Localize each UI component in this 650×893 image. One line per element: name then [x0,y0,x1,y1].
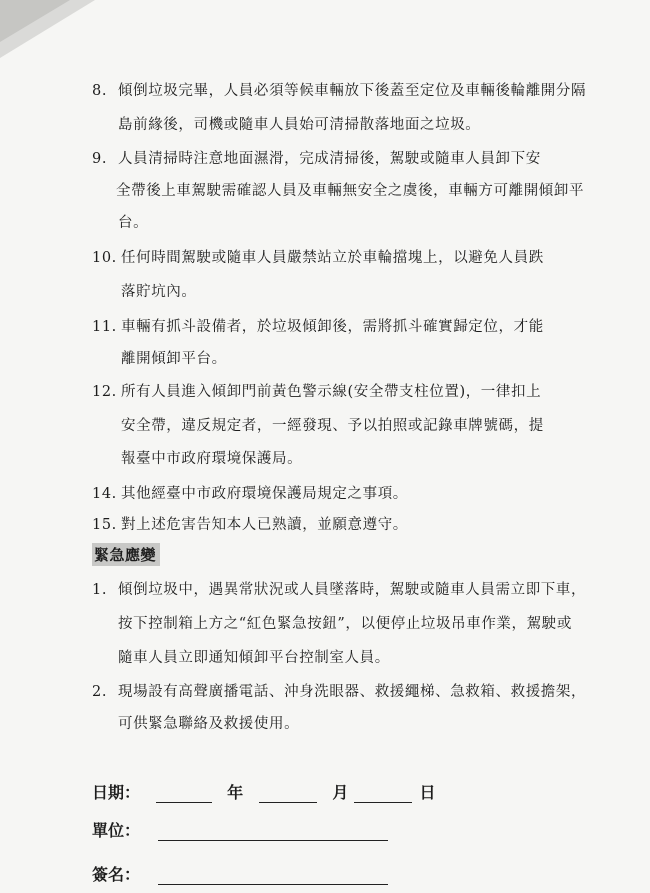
rule-item-11-continuation: 離開傾卸平台。 [121,351,227,367]
item-number: 12. [92,384,117,400]
emergency-item-1-continuation: 按下控制箱上方之“紅色緊急按鈕”，以便停止垃圾吊車作業，駕駛或 [118,616,572,632]
day-field[interactable] [354,784,412,803]
item-text-line: 傾倒垃圾完畢，人員必須等候車輛放下後蓋至定位及車輛後輪離開分隔 [118,83,587,99]
item-number: 14. [92,486,117,502]
item-number: 2. [92,684,108,700]
item-text-line: 人員清掃時注意地面濕滑，完成清掃後，駕駛或隨車人員卸下安 [118,151,541,167]
rule-item-8 [92,75,586,107]
item-text-line: 對上述危害告知本人已熟讀，並願意遵守。 [121,517,408,533]
rule-item-10-continuation: 落貯坑內。 [121,284,197,300]
rule-item-10 [92,242,544,274]
emergency-item-1 [92,574,586,606]
emergency-section-heading: 緊急應變 [92,543,160,566]
date-label: 日期： [92,783,141,802]
day-label: 日 [419,783,436,802]
rule-item-8-continuation: 島前緣後，司機或隨車人員始可清掃散落地面之垃圾。 [118,117,481,133]
rule-item-9-continuation: 全帶後上車駕駛需確認人員及車輛無安全之虞後，車輛方可離開傾卸平 [116,183,585,199]
rule-item-9-continuation: 台。 [118,215,149,231]
emergency-item-2-continuation: 可供緊急聯絡及救援使用。 [118,716,300,732]
unit-field[interactable] [158,822,388,841]
item-number: 9. [92,151,108,167]
month-field[interactable] [259,784,317,803]
page-corner-fold [0,0,70,42]
signature-label: 簽名： [92,865,141,884]
rule-item-12-continuation: 安全帶，違反規定者，一經發現、予以拍照或記錄車牌號碼，提 [121,418,544,434]
item-text-line: 所有人員進入傾卸門前黃色警示線(安全帶支柱位置)，一律扣上 [121,384,542,400]
rule-item-14 [92,478,408,510]
rule-item-12 [92,376,541,408]
item-text-line: 車輛有抓斗設備者，於垃圾傾卸後，需將抓斗確實歸定位，才能 [121,319,544,335]
year-label: 年 [227,783,244,802]
item-text-line: 其他經臺中市政府環境保護局規定之事項。 [121,486,408,502]
rule-item-11 [92,311,544,343]
year-field[interactable] [156,784,212,803]
rule-item-9 [92,143,541,175]
item-number: 8. [92,83,108,99]
emergency-item-2 [92,676,586,708]
emergency-item-1-continuation: 隨車人員立即通知傾卸平台控制室人員。 [118,650,390,666]
item-text-line: 任何時間駕駛或隨車人員嚴禁站立於車輪擋塊上，以避免人員跌 [121,250,544,266]
item-text-line: 傾倒垃圾中，遇異常狀況或人員墜落時，駕駛或隨車人員需立即下車， [118,582,587,598]
rule-item-12-continuation: 報臺中市政府環境保護局。 [121,451,303,467]
item-number: 1. [92,582,108,598]
rule-item-15 [92,509,408,541]
item-number: 15. [92,517,117,533]
item-text-line: 現場設有高聲廣播電話、沖身洗眼器、救援繩梯、急救箱、救援擔架， [118,684,587,700]
item-number: 10. [92,250,117,266]
item-number: 11. [92,319,117,335]
signature-field[interactable] [158,866,388,885]
date-row [92,780,436,803]
signature-row [92,862,388,885]
unit-label: 單位： [92,821,141,840]
unit-row [92,818,388,841]
month-label: 月 [332,783,349,802]
